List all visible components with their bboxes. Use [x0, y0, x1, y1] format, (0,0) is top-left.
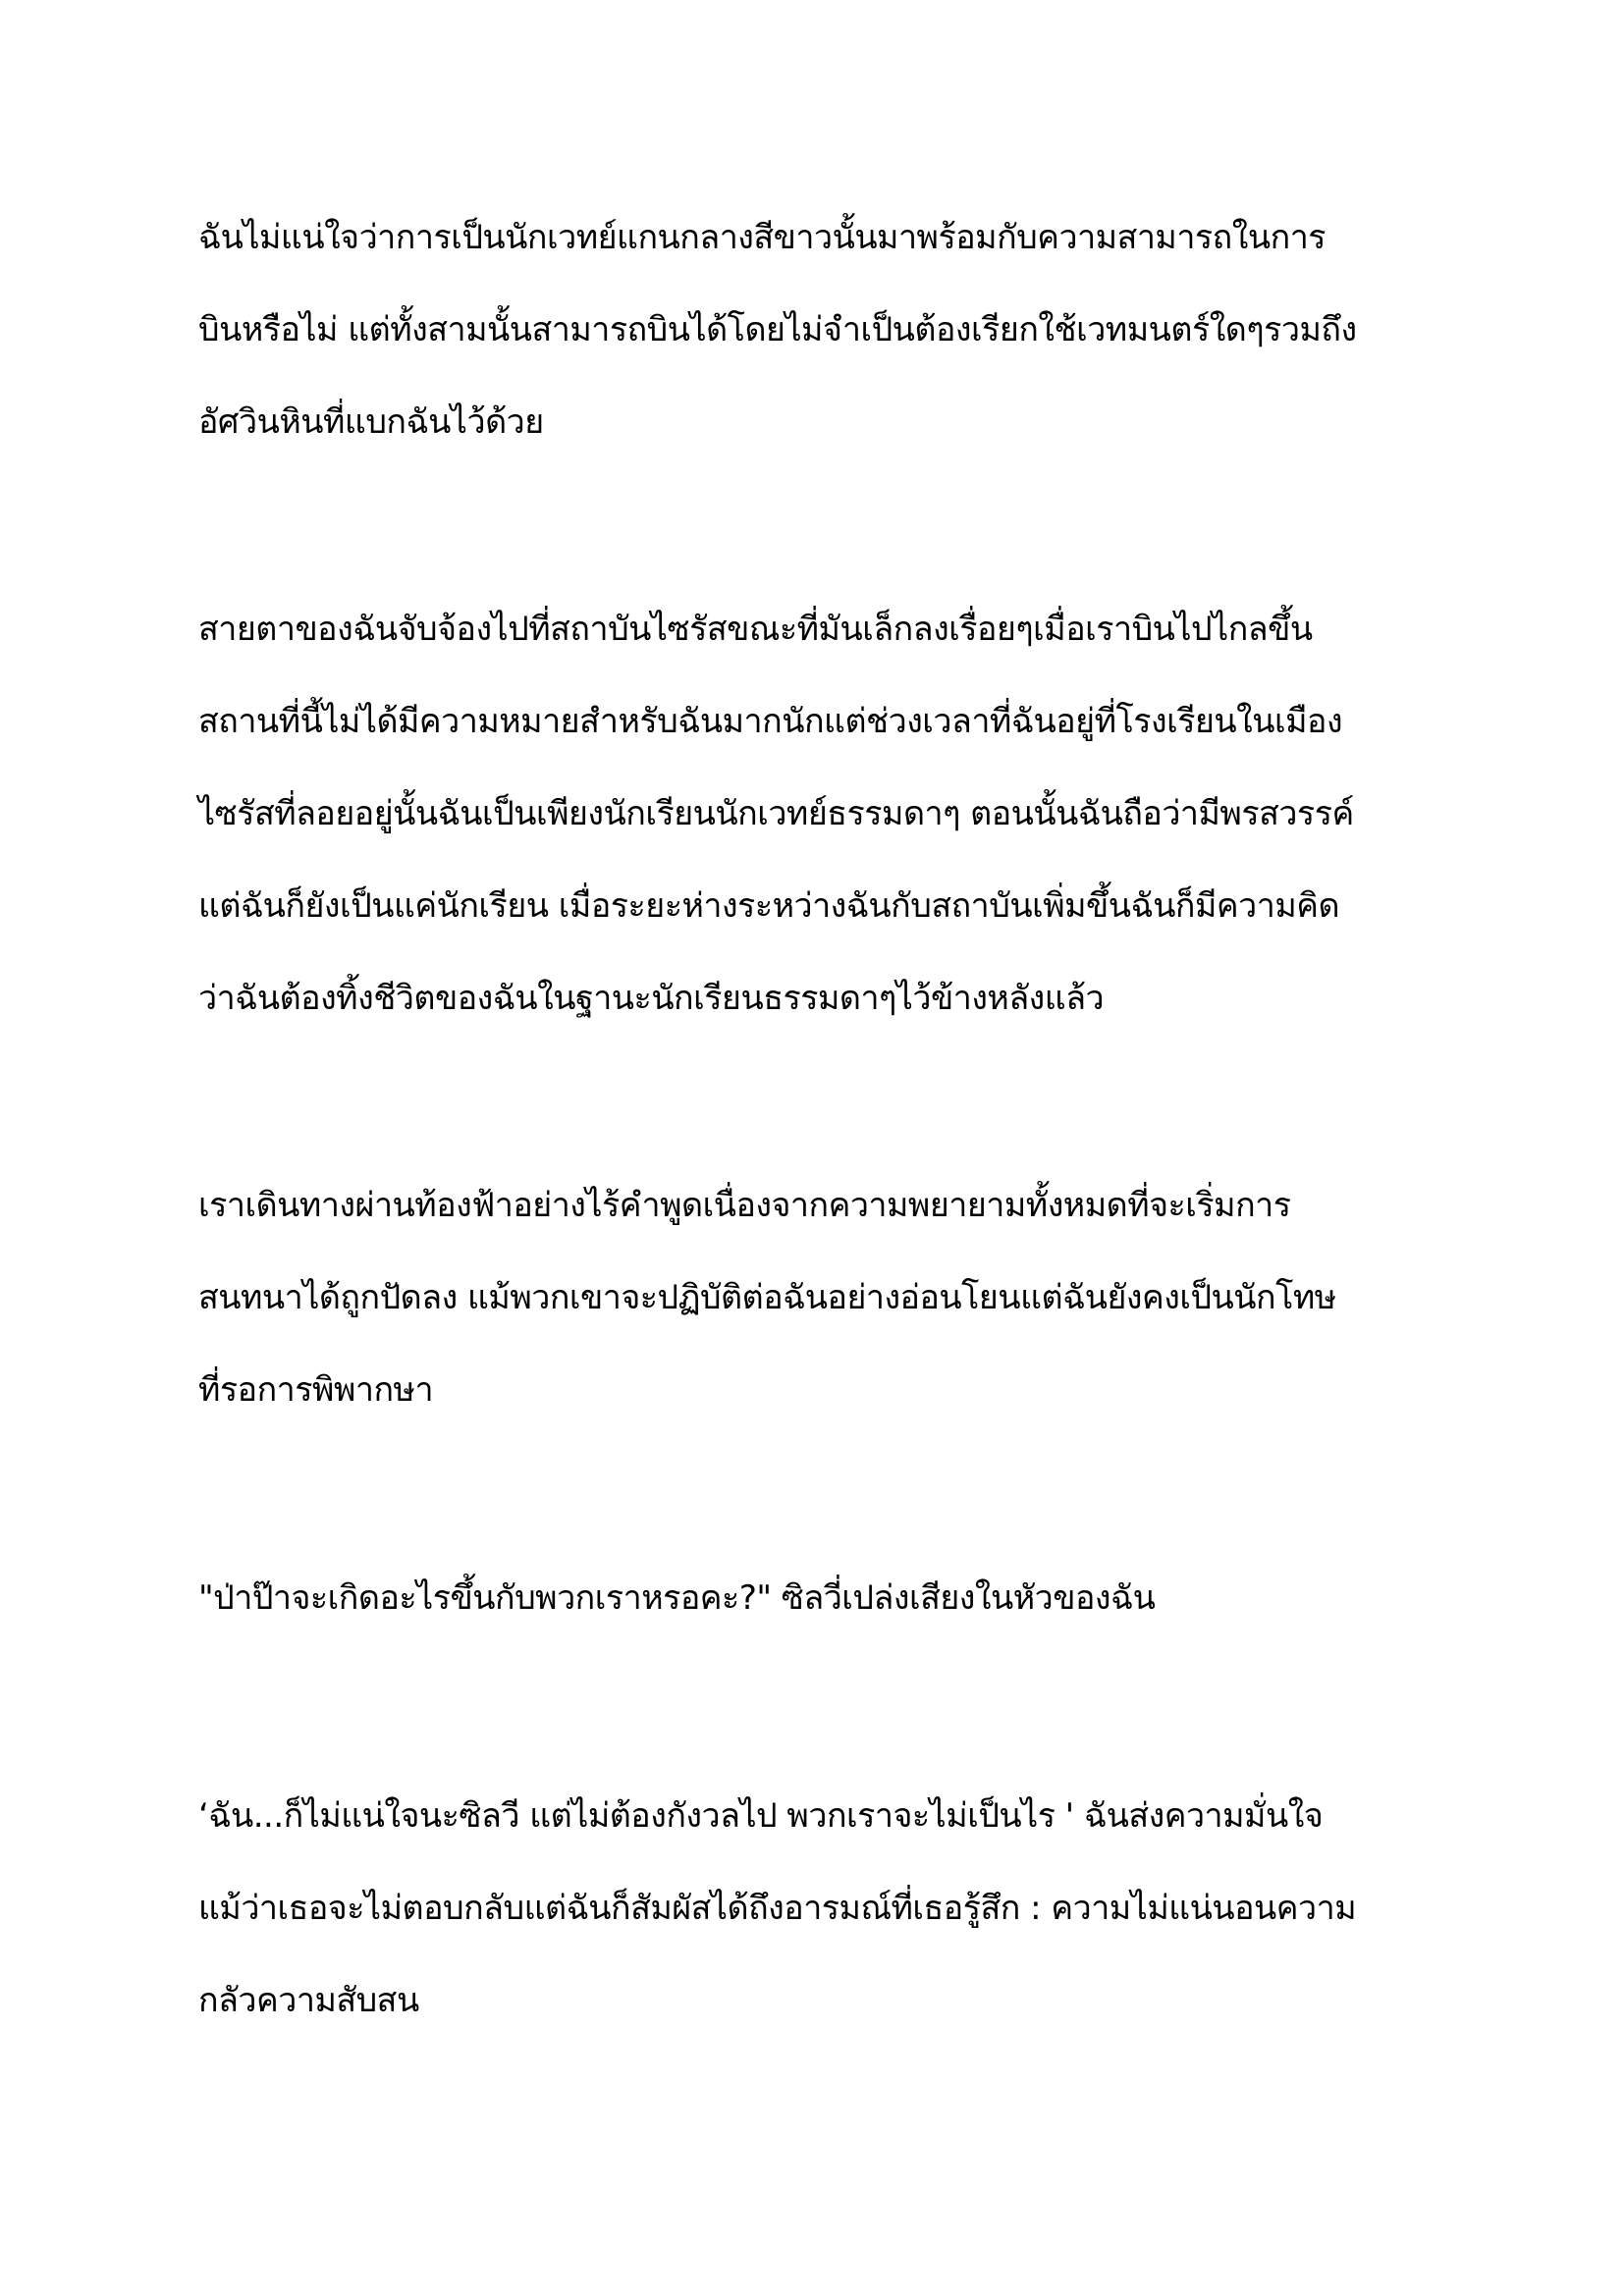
text-line: ว่าฉันต้องทิ้งชีวิตของฉันในฐานะนักเรียนธรรมดาๆไว้ข้างหลังแล้ว [198, 979, 1105, 1018]
text-line: ฉันไม่แน่ใจว่าการเป็นนักเวทย์แกนกลางสีขาวนั้นมาพร้อมกับความสามารถในการ [198, 218, 1326, 257]
text-line: สถานที่นี้ไม่ได้มีความหมายสำหรับฉันมากนักแต่ช่วงเวลาที่ฉันอยู่ที่โรงเรียนในเมือง [198, 702, 1343, 741]
text-line: ‘ฉัน...ก็ไม่แน่ใจนะซิลวี แต่ไม่ต้องกังวลไป พวกเราจะไม่เป็นไร ' ฉันส่งความมั่นใจ [198, 1796, 1324, 1836]
paragraph-5 [198, 1770, 1475, 2047]
text-line: สายตาของฉันจับจ้องไปที่สถาบันไซรัสขณะที่มันเล็กลงเรื่อยๆเมื่อเราบินไปไกลขึ้น [198, 610, 1313, 649]
text-line: กลัวความสับสน [198, 1981, 419, 2020]
text-line: ไซรัสที่ลอยอยู่นั้นฉันเป็นเพียงนักเรียนนักเวทย์ธรรมดาๆ ตอนนั้นฉันถือว่ามีพรสวรรค์ [198, 794, 1354, 833]
text-line: "ป่าป๊าจะเกิดอะไรขึ้นกับพวกเราหรอคะ?" ซิลวี่เปล่งเสียงในหัวของฉัน [198, 1578, 1156, 1618]
text-line: บินหรือไม่ แต่ทั้งสามนั้นสามารถบินได้โดยไม่จำเป็นต้องเรียกใช้เวทมนตร์ใดๆรวมถึง [198, 310, 1357, 349]
paragraph-3 [198, 1159, 1475, 1436]
paragraph-4-dialogue [198, 1552, 1475, 1644]
paragraph-1 [198, 191, 1475, 468]
paragraph-2 [198, 583, 1475, 1044]
text-line: แต่ฉันก็ยังเป็นแค่นักเรียน เมื่อระยะห่างระหว่างฉันกับสถาบันเพิ่มขึ้นฉันก็มีความคิด [198, 886, 1340, 926]
text-line: ที่รอการพิพากษา [198, 1370, 434, 1410]
text-line: สนทนาได้ถูกปัดลง แม้พวกเขาจะปฏิบัติต่อฉันอย่างอ่อนโยนแต่ฉันยังคงเป็นนักโทษ [198, 1278, 1336, 1317]
text-line: อัศวินหินที่แบกฉันไว้ด้วย [198, 402, 544, 442]
text-line: เราเดินทางผ่านท้องฟ้าอย่างไร้คำพูดเนื่องจากความพยายามทั้งหมดที่จะเริ่มการ [198, 1186, 1291, 1225]
text-line: แม้ว่าเธอจะไม่ตอบกลับแต่ฉันก็สัมผัสได้ถึงอารมณ์ที่เธอรู้สึก : ความไม่แน่นอนความ [198, 1889, 1357, 1928]
